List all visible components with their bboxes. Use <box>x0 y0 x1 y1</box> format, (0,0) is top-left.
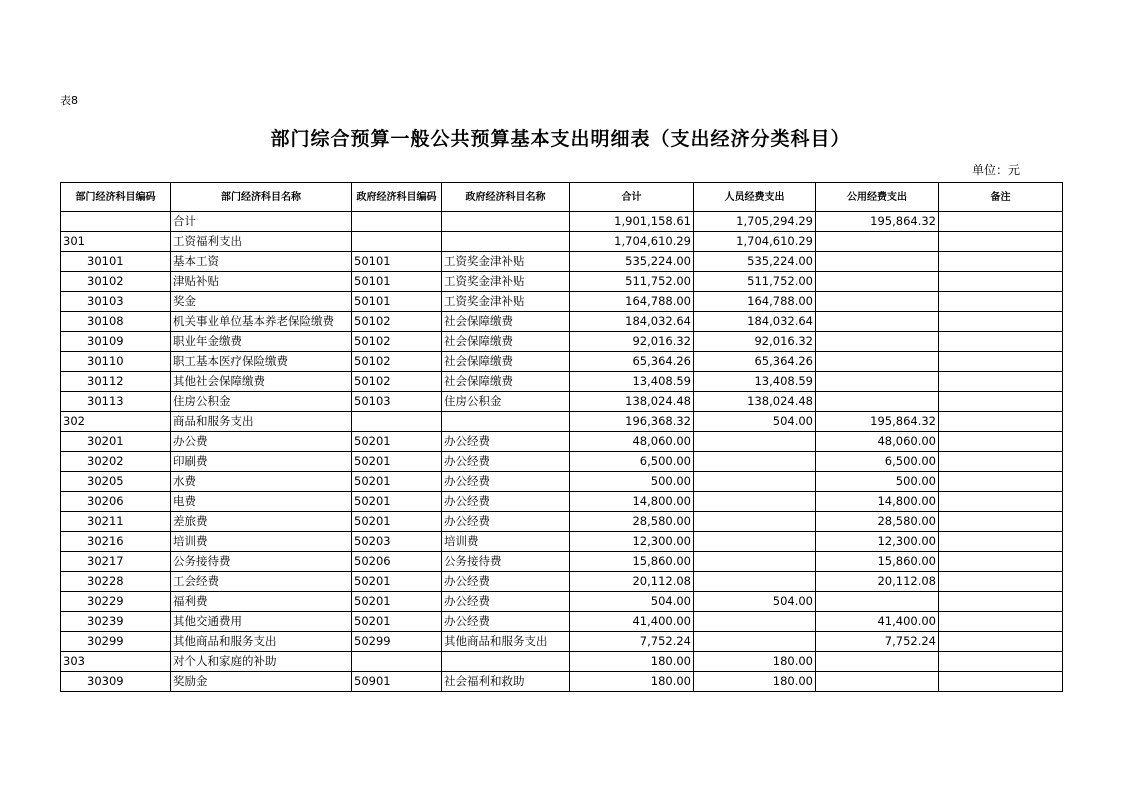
cell-note <box>939 212 1063 232</box>
cell-dept-code: 30201 <box>61 432 171 452</box>
table-row <box>61 312 1063 332</box>
cell-public: 12,300.00 <box>816 532 939 552</box>
table-row <box>61 532 1063 552</box>
cell-note <box>939 432 1063 452</box>
table-row <box>61 472 1063 492</box>
cell-public: 15,860.00 <box>816 552 939 572</box>
cell-dept-name: 办公费 <box>171 432 352 452</box>
page-title: 部门综合预算一般公共预算基本支出明细表（支出经济分类科目） <box>270 128 851 150</box>
cell-gov-code: 50201 <box>352 572 442 592</box>
cell-gov-code: 50206 <box>352 552 442 572</box>
cell-personnel <box>694 492 816 512</box>
cell-personnel <box>694 632 816 652</box>
cell-dept-name: 其他社会保障缴费 <box>171 372 352 392</box>
cell-total: 180.00 <box>570 652 694 672</box>
cell-total: 65,364.26 <box>570 352 694 372</box>
table-row <box>61 292 1063 312</box>
header-total: 合计 <box>570 183 694 212</box>
cell-total: 20,112.08 <box>570 572 694 592</box>
cell-personnel <box>694 472 816 492</box>
cell-public: 500.00 <box>816 472 939 492</box>
cell-dept-name: 其他交通费用 <box>171 612 352 632</box>
cell-dept-name: 商品和服务支出 <box>171 412 352 432</box>
cell-public: 195,864.32 <box>816 212 939 232</box>
cell-dept-name: 基本工资 <box>171 252 352 272</box>
cell-total: 535,224.00 <box>570 252 694 272</box>
cell-note <box>939 252 1063 272</box>
cell-note <box>939 312 1063 332</box>
cell-note <box>939 532 1063 552</box>
table-row <box>61 392 1063 412</box>
cell-note <box>939 392 1063 412</box>
cell-gov-code: 50201 <box>352 612 442 632</box>
cell-total: 138,024.48 <box>570 392 694 412</box>
cell-gov-code <box>352 232 442 252</box>
cell-gov-name: 社会保障缴费 <box>442 312 570 332</box>
cell-personnel: 180.00 <box>694 652 816 672</box>
cell-total: 180.00 <box>570 672 694 692</box>
cell-gov-name: 办公经费 <box>442 492 570 512</box>
cell-total: 15,860.00 <box>570 552 694 572</box>
cell-public <box>816 312 939 332</box>
cell-gov-name: 办公经费 <box>442 512 570 532</box>
cell-gov-name: 工资奖金津补贴 <box>442 252 570 272</box>
cell-gov-name: 社会福利和救助 <box>442 672 570 692</box>
cell-gov-name: 公务接待费 <box>442 552 570 572</box>
cell-gov-code: 50102 <box>352 332 442 352</box>
table-row <box>61 332 1063 352</box>
cell-dept-name: 水费 <box>171 472 352 492</box>
cell-dept-code: 30299 <box>61 632 171 652</box>
cell-public <box>816 392 939 412</box>
cell-total: 28,580.00 <box>570 512 694 532</box>
cell-dept-name: 奖励金 <box>171 672 352 692</box>
cell-dept-name: 住房公积金 <box>171 392 352 412</box>
cell-note <box>939 352 1063 372</box>
unit-label: 单位：元 <box>972 163 1021 177</box>
cell-dept-code: 30216 <box>61 532 171 552</box>
table-row <box>61 372 1063 392</box>
table-row <box>61 232 1063 252</box>
cell-dept-code: 30211 <box>61 512 171 532</box>
cell-gov-code: 50102 <box>352 372 442 392</box>
cell-personnel: 138,024.48 <box>694 392 816 412</box>
cell-dept-code: 30309 <box>61 672 171 692</box>
cell-gov-name: 办公经费 <box>442 432 570 452</box>
table-row <box>61 272 1063 292</box>
cell-dept-code: 30239 <box>61 612 171 632</box>
cell-note <box>939 452 1063 472</box>
cell-total: 13,408.59 <box>570 372 694 392</box>
cell-note <box>939 612 1063 632</box>
cell-public <box>816 232 939 252</box>
cell-personnel: 511,752.00 <box>694 272 816 292</box>
cell-public: 20,112.08 <box>816 572 939 592</box>
cell-dept-code: 302 <box>61 412 171 432</box>
cell-gov-name: 住房公积金 <box>442 392 570 412</box>
cell-public: 48,060.00 <box>816 432 939 452</box>
table-header-row <box>61 183 1063 212</box>
table-row <box>61 592 1063 612</box>
table-row <box>61 652 1063 672</box>
table-row <box>61 432 1063 452</box>
cell-gov-name: 培训费 <box>442 532 570 552</box>
cell-public <box>816 652 939 672</box>
cell-dept-name: 工资福利支出 <box>171 232 352 252</box>
table-row <box>61 552 1063 572</box>
cell-personnel: 535,224.00 <box>694 252 816 272</box>
cell-gov-name: 办公经费 <box>442 612 570 632</box>
cell-personnel <box>694 512 816 532</box>
cell-public <box>816 592 939 612</box>
cell-gov-name: 办公经费 <box>442 472 570 492</box>
cell-public <box>816 292 939 312</box>
cell-dept-name: 培训费 <box>171 532 352 552</box>
table-row <box>61 612 1063 632</box>
header-personnel: 人员经费支出 <box>694 183 816 212</box>
cell-gov-code: 50901 <box>352 672 442 692</box>
cell-gov-name <box>442 652 570 672</box>
header-note: 备注 <box>939 183 1063 212</box>
table-row <box>61 572 1063 592</box>
cell-dept-name: 合计 <box>171 212 352 232</box>
cell-gov-code <box>352 412 442 432</box>
cell-total: 92,016.32 <box>570 332 694 352</box>
cell-total: 6,500.00 <box>570 452 694 472</box>
cell-gov-code: 50101 <box>352 252 442 272</box>
cell-personnel <box>694 552 816 572</box>
cell-dept-code: 301 <box>61 232 171 252</box>
cell-personnel: 13,408.59 <box>694 372 816 392</box>
cell-note <box>939 232 1063 252</box>
table-row <box>61 632 1063 652</box>
table-row <box>61 352 1063 372</box>
cell-dept-name: 奖金 <box>171 292 352 312</box>
table-body <box>61 212 1063 692</box>
cell-dept-code: 30108 <box>61 312 171 332</box>
cell-note <box>939 292 1063 312</box>
cell-personnel: 504.00 <box>694 412 816 432</box>
cell-gov-code <box>352 212 442 232</box>
cell-public: 6,500.00 <box>816 452 939 472</box>
cell-personnel: 164,788.00 <box>694 292 816 312</box>
header-dept-code: 部门经济科目编码 <box>61 183 171 212</box>
cell-total: 511,752.00 <box>570 272 694 292</box>
cell-total: 164,788.00 <box>570 292 694 312</box>
table-row <box>61 492 1063 512</box>
cell-gov-code: 50201 <box>352 512 442 532</box>
cell-public: 7,752.24 <box>816 632 939 652</box>
cell-gov-name: 工资奖金津补贴 <box>442 292 570 312</box>
cell-note <box>939 672 1063 692</box>
cell-total: 1,901,158.61 <box>570 212 694 232</box>
table-row <box>61 412 1063 432</box>
cell-dept-name: 差旅费 <box>171 512 352 532</box>
cell-total: 1,704,610.29 <box>570 232 694 252</box>
cell-personnel: 65,364.26 <box>694 352 816 372</box>
cell-dept-code: 30205 <box>61 472 171 492</box>
table-row <box>61 252 1063 272</box>
cell-dept-name: 职业年金缴费 <box>171 332 352 352</box>
cell-note <box>939 552 1063 572</box>
cell-gov-code: 50201 <box>352 452 442 472</box>
cell-gov-name: 办公经费 <box>442 592 570 612</box>
cell-dept-name: 福利费 <box>171 592 352 612</box>
cell-note <box>939 412 1063 432</box>
cell-note <box>939 272 1063 292</box>
cell-dept-code: 30110 <box>61 352 171 372</box>
cell-public <box>816 352 939 372</box>
cell-total: 7,752.24 <box>570 632 694 652</box>
cell-gov-code: 50101 <box>352 292 442 312</box>
table-row <box>61 452 1063 472</box>
cell-personnel: 184,032.64 <box>694 312 816 332</box>
cell-gov-code: 50201 <box>352 492 442 512</box>
cell-dept-code: 30102 <box>61 272 171 292</box>
cell-note <box>939 372 1063 392</box>
cell-gov-name <box>442 412 570 432</box>
table-row <box>61 512 1063 532</box>
header-dept-name: 部门经济科目名称 <box>171 183 352 212</box>
cell-gov-name: 其他商品和服务支出 <box>442 632 570 652</box>
cell-personnel: 504.00 <box>694 592 816 612</box>
cell-gov-name: 工资奖金津补贴 <box>442 272 570 292</box>
cell-gov-code: 50203 <box>352 532 442 552</box>
cell-gov-name: 社会保障缴费 <box>442 352 570 372</box>
cell-note <box>939 492 1063 512</box>
cell-dept-code: 303 <box>61 652 171 672</box>
cell-total: 196,368.32 <box>570 412 694 432</box>
cell-dept-code: 30228 <box>61 572 171 592</box>
cell-personnel: 1,705,294.29 <box>694 212 816 232</box>
table-row <box>61 212 1063 232</box>
cell-public: 14,800.00 <box>816 492 939 512</box>
cell-gov-code: 50101 <box>352 272 442 292</box>
cell-gov-code: 50299 <box>352 632 442 652</box>
cell-dept-code: 30103 <box>61 292 171 312</box>
cell-public: 41,400.00 <box>816 612 939 632</box>
budget-table <box>60 182 1063 692</box>
cell-note <box>939 572 1063 592</box>
cell-gov-code <box>352 652 442 672</box>
cell-dept-name: 其他商品和服务支出 <box>171 632 352 652</box>
cell-note <box>939 632 1063 652</box>
cell-note <box>939 512 1063 532</box>
header-public: 公用经费支出 <box>816 183 939 212</box>
cell-gov-code: 50201 <box>352 592 442 612</box>
table-number: 表8 <box>60 94 78 107</box>
cell-total: 500.00 <box>570 472 694 492</box>
cell-public: 195,864.32 <box>816 412 939 432</box>
table-row <box>61 672 1063 692</box>
cell-dept-code <box>61 212 171 232</box>
cell-personnel <box>694 572 816 592</box>
cell-personnel <box>694 612 816 632</box>
cell-public <box>816 672 939 692</box>
cell-gov-code: 50201 <box>352 472 442 492</box>
cell-dept-name: 公务接待费 <box>171 552 352 572</box>
cell-gov-code: 50103 <box>352 392 442 412</box>
cell-dept-code: 30202 <box>61 452 171 472</box>
cell-public <box>816 372 939 392</box>
cell-note <box>939 592 1063 612</box>
cell-gov-name: 社会保障缴费 <box>442 332 570 352</box>
cell-total: 184,032.64 <box>570 312 694 332</box>
cell-public: 28,580.00 <box>816 512 939 532</box>
cell-gov-name <box>442 212 570 232</box>
cell-note <box>939 332 1063 352</box>
cell-gov-code: 50102 <box>352 312 442 332</box>
cell-dept-code: 30113 <box>61 392 171 412</box>
cell-dept-name: 职工基本医疗保险缴费 <box>171 352 352 372</box>
cell-gov-code: 50201 <box>352 432 442 452</box>
cell-note <box>939 652 1063 672</box>
cell-total: 12,300.00 <box>570 532 694 552</box>
cell-dept-code: 30229 <box>61 592 171 612</box>
cell-total: 41,400.00 <box>570 612 694 632</box>
cell-dept-name: 工会经费 <box>171 572 352 592</box>
cell-public <box>816 272 939 292</box>
cell-personnel <box>694 532 816 552</box>
cell-gov-name: 办公经费 <box>442 572 570 592</box>
cell-dept-name: 机关事业单位基本养老保险缴费 <box>171 312 352 332</box>
cell-gov-code: 50102 <box>352 352 442 372</box>
cell-dept-code: 30206 <box>61 492 171 512</box>
cell-dept-name: 津贴补贴 <box>171 272 352 292</box>
cell-personnel: 92,016.32 <box>694 332 816 352</box>
cell-note <box>939 472 1063 492</box>
header-gov-code: 政府经济科目编码 <box>352 183 442 212</box>
cell-personnel <box>694 452 816 472</box>
cell-dept-name: 对个人和家庭的补助 <box>171 652 352 672</box>
cell-personnel: 180.00 <box>694 672 816 692</box>
cell-dept-name: 电费 <box>171 492 352 512</box>
cell-gov-name: 社会保障缴费 <box>442 372 570 392</box>
cell-dept-name: 印刷费 <box>171 452 352 472</box>
cell-total: 504.00 <box>570 592 694 612</box>
cell-gov-name <box>442 232 570 252</box>
cell-dept-code: 30101 <box>61 252 171 272</box>
cell-public <box>816 252 939 272</box>
cell-total: 48,060.00 <box>570 432 694 452</box>
cell-personnel <box>694 432 816 452</box>
header-gov-name: 政府经济科目名称 <box>442 183 570 212</box>
cell-public <box>816 332 939 352</box>
cell-personnel: 1,704,610.29 <box>694 232 816 252</box>
cell-total: 14,800.00 <box>570 492 694 512</box>
cell-dept-code: 30109 <box>61 332 171 352</box>
cell-dept-code: 30112 <box>61 372 171 392</box>
cell-gov-name: 办公经费 <box>442 452 570 472</box>
cell-dept-code: 30217 <box>61 552 171 572</box>
